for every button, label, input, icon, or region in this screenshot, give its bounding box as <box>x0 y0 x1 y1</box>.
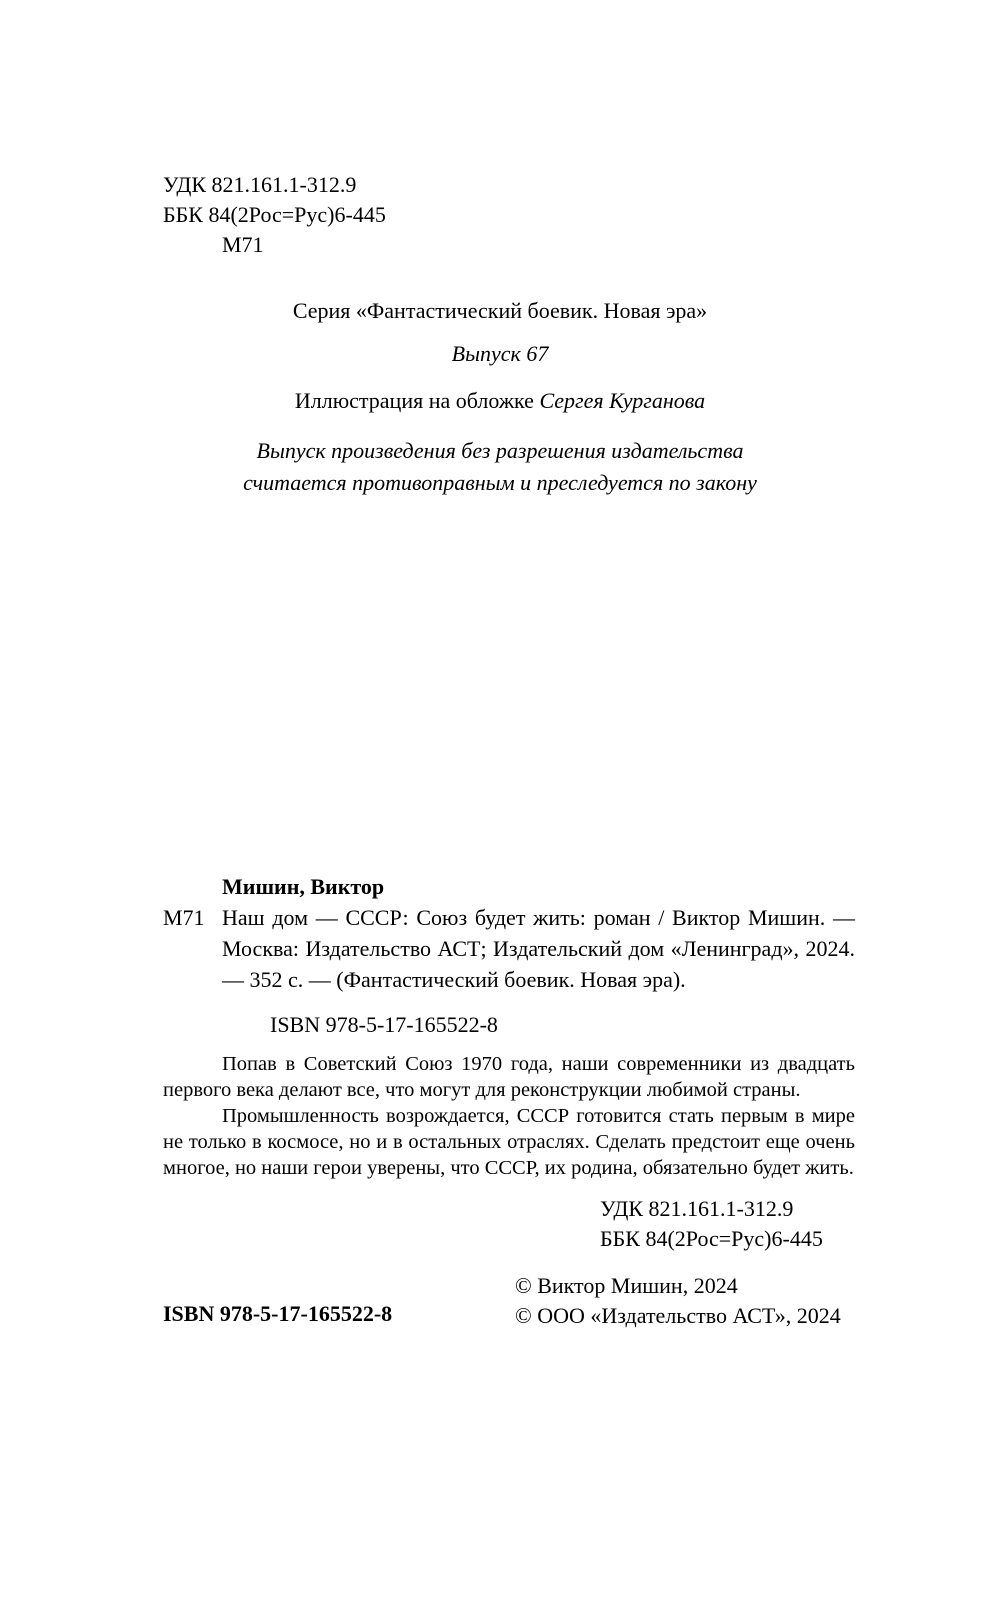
piracy-notice-line-1: Выпуск произведения без разрешения издательства <box>256 438 744 463</box>
piracy-notice-line-2: считается противоправным и преследуется по закону <box>243 470 757 495</box>
author-sign-code: М71 <box>222 232 264 257</box>
catalog-card-section <box>163 871 855 1331</box>
catalog-entry-row <box>163 902 855 995</box>
cover-credit <box>0 386 1000 416</box>
footer-isbn: ISBN 978-5-17-165522-8 <box>163 1301 393 1326</box>
footer-classification-block <box>600 1194 855 1254</box>
catalog-entry-text: Наш дом — СССР: Союз будет жить: роман / Виктор Мишин. — Москва: Издательство АСТ; Издательский дом «Ленинград», 2024. — 352 с. — (Фантастический боевик. Новая эра). <box>222 905 855 992</box>
series-block <box>0 296 1000 499</box>
isbn-line: ISBN 978-5-17-165522-8 <box>270 1012 498 1037</box>
footer-bbk-line: ББК 84(2Рос=Рус)6-445 <box>600 1226 823 1251</box>
series-title: Серия «Фантастический боевик. Новая эра» <box>292 298 708 323</box>
classification-block <box>163 0 1000 260</box>
cover-credit-label: Иллюстрация на обложке <box>294 388 540 413</box>
annotation-paragraph-1: Попав в Советский Союз 1970 года, наши современники из двадцать первого века делают все, что могут для реконструкции любимой страны. <box>163 1053 855 1101</box>
footer-udk-line: УДК 821.161.1-312.9 <box>600 1196 794 1221</box>
footer-row <box>163 1271 855 1331</box>
udk-line: УДК 821.161.1-312.9 <box>163 172 357 197</box>
catalog-author-sign-code: М71 <box>163 905 205 930</box>
bbk-line: ББК 84(2Рос=Рус)6-445 <box>163 202 386 227</box>
annotation-paragraph-2: Промышленность возрождается, СССР готовится стать первым в мире не только в космосе, но и в остальных отраслях. Сделать предстоит еще очень многое, но наши герои уверены, что СССР, их родина, обязательно будет жить. <box>163 1105 855 1179</box>
copyright-publisher: © ООО «Издательство АСТ», 2024 <box>515 1303 841 1328</box>
piracy-notice <box>0 435 1000 499</box>
catalog-author: Мишин, Виктор <box>222 874 385 899</box>
copyright-author: © Виктор Мишин, 2024 <box>515 1273 738 1298</box>
copyright-block <box>515 1271 855 1331</box>
series-issue: Выпуск 67 <box>451 341 549 366</box>
cover-artist-name: Сергея Курганова <box>539 388 706 413</box>
